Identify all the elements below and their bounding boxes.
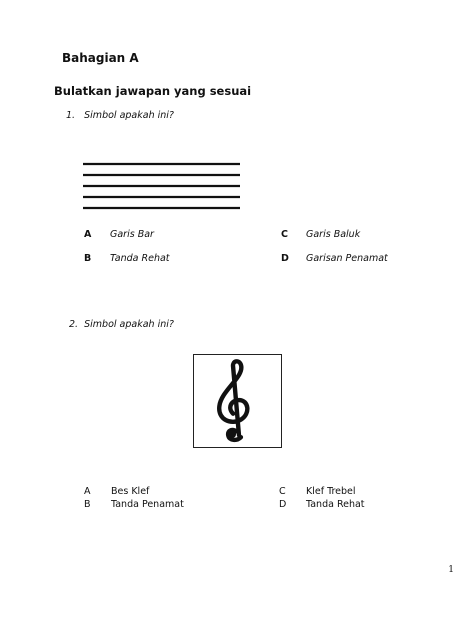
q2-option-a-letter[interactable]: A — [84, 486, 91, 497]
question-2 — [69, 319, 174, 330]
q2-option-c-text[interactable]: Klef Trebel — [306, 486, 356, 497]
q1-option-c-letter[interactable]: C — [281, 229, 288, 240]
q1-option-d-text[interactable]: Garisan Penamat — [306, 253, 388, 264]
q2-option-d-letter[interactable]: D — [279, 499, 287, 510]
q2-option-d-text[interactable]: Tanda Rehat — [306, 499, 365, 510]
q2-option-a-text[interactable]: Bes Klef — [111, 486, 150, 497]
question-1 — [66, 110, 174, 121]
q1-option-a-text[interactable]: Garis Bar — [110, 229, 154, 240]
music-staff-image — [83, 162, 240, 212]
question-2-text: Simbol apakah ini? — [84, 319, 174, 330]
q1-option-b-letter[interactable]: B — [84, 253, 92, 264]
question-1-text: Simbol apakah ini? — [84, 110, 174, 121]
q2-option-b-letter[interactable]: B — [84, 499, 91, 510]
section-title: Bahagian A — [62, 51, 139, 65]
q1-option-a-letter[interactable]: A — [84, 229, 92, 240]
treble-clef-icon — [194, 355, 281, 447]
q1-option-c-text[interactable]: Garis Baluk — [306, 229, 361, 240]
question-1-number: 1. — [66, 110, 76, 121]
q2-option-c-letter[interactable]: C — [279, 486, 286, 497]
page-number: 1 — [448, 565, 454, 575]
q1-option-d-letter[interactable]: D — [281, 253, 289, 264]
q2-option-b-text[interactable]: Tanda Penamat — [111, 499, 184, 510]
instruction-text: Bulatkan jawapan yang sesuai — [54, 84, 252, 98]
treble-clef-image-frame — [193, 354, 282, 448]
question-2-number: 2. — [69, 319, 79, 330]
q1-option-b-text[interactable]: Tanda Rehat — [110, 253, 170, 264]
